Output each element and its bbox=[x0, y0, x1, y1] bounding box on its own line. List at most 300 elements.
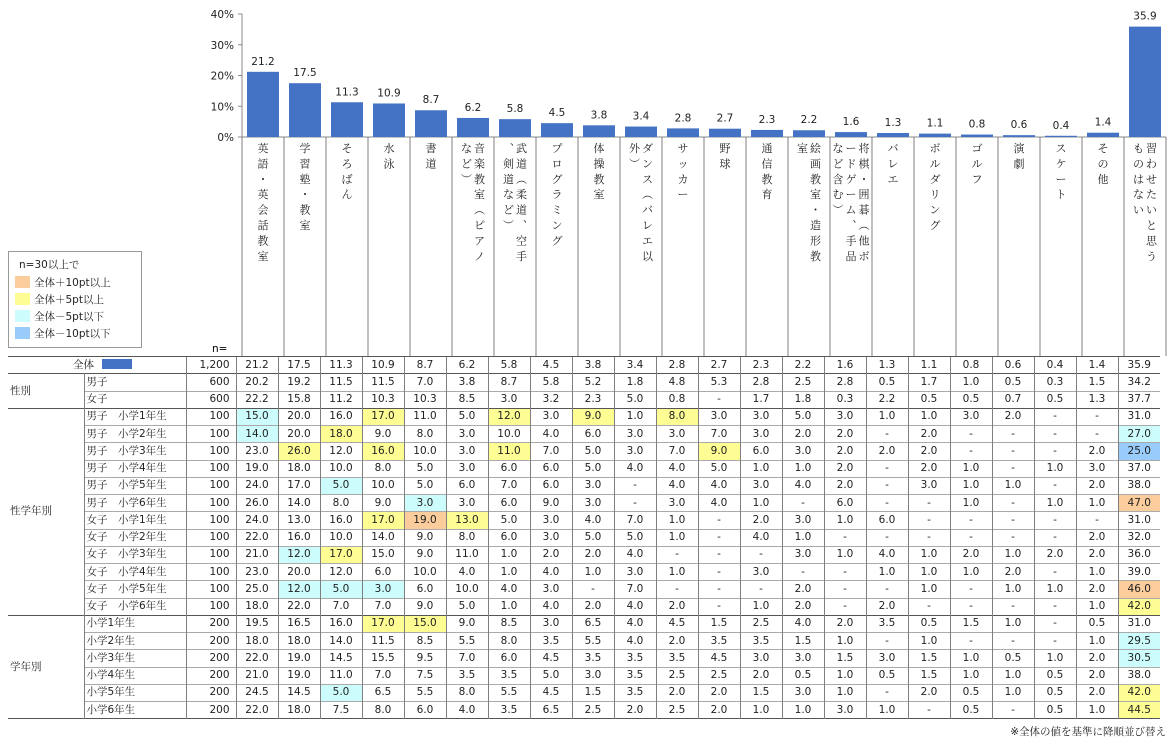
table-cell: - bbox=[950, 529, 992, 546]
table-cell: - bbox=[866, 581, 908, 598]
table-cell: 2.0 bbox=[1076, 581, 1118, 598]
table-cell: - bbox=[572, 581, 614, 598]
table-cell: 6.5 bbox=[362, 684, 404, 701]
table-cell: 3.0 bbox=[740, 408, 782, 425]
category-char: レ bbox=[887, 157, 899, 171]
table-cell: 3.0 bbox=[740, 426, 782, 443]
table-cell: 2.3 bbox=[740, 357, 782, 374]
category-char: ︵ bbox=[516, 172, 527, 186]
table-cell: 3.0 bbox=[782, 684, 824, 701]
bar-value-label: 17.5 bbox=[293, 67, 317, 80]
category-char: ー bbox=[677, 188, 689, 202]
table-cell: 23.0 bbox=[236, 443, 278, 460]
table-cell: 4.0 bbox=[656, 460, 698, 477]
table-cell: - bbox=[908, 512, 950, 529]
table-cell: 25.0 bbox=[1118, 443, 1160, 460]
table-cell: 12.0 bbox=[488, 408, 530, 425]
table-cell: 3.0 bbox=[740, 477, 782, 494]
table-cell: - bbox=[992, 443, 1034, 460]
legend-title: n=30以上で bbox=[19, 259, 80, 271]
table-cell: 10.0 bbox=[320, 529, 362, 546]
table-cell: 8.0 bbox=[362, 460, 404, 477]
y-tick-label: 20% bbox=[210, 70, 234, 83]
row-label: 女子 小学3年生 bbox=[84, 546, 186, 563]
category-char: サ bbox=[677, 142, 689, 155]
table-cell: 6.2 bbox=[446, 357, 488, 374]
table-cell: 2.0 bbox=[656, 598, 698, 615]
category-char: も bbox=[1133, 142, 1144, 155]
table-cell: 2.0 bbox=[824, 615, 866, 632]
table-cell: 2.0 bbox=[1076, 529, 1118, 546]
category-char: ボ bbox=[858, 249, 870, 263]
table-cell: 2.0 bbox=[782, 598, 824, 615]
table-cell: 9.0 bbox=[404, 598, 446, 615]
category-char: 習 bbox=[1146, 142, 1157, 155]
table-cell: 3.8 bbox=[446, 374, 488, 391]
category-char: 将 bbox=[858, 142, 870, 155]
table-cell: 14.0 bbox=[320, 633, 362, 650]
table-cell: 2.0 bbox=[656, 633, 698, 650]
table-cell: - bbox=[656, 546, 698, 563]
category-char: 教 bbox=[810, 172, 821, 186]
table-cell: 2.5 bbox=[740, 615, 782, 632]
table-cell: - bbox=[950, 633, 992, 650]
table-cell: 3.5 bbox=[614, 650, 656, 667]
table-cell: 3.0 bbox=[614, 443, 656, 460]
table-cell: 15.8 bbox=[278, 391, 320, 408]
category-char: ト bbox=[1055, 188, 1067, 202]
category-char: ︶ bbox=[832, 203, 844, 217]
table-bottom-line bbox=[8, 719, 1160, 720]
table-cell: 5.0 bbox=[320, 477, 362, 494]
table-cell: 4.5 bbox=[530, 650, 572, 667]
bar bbox=[667, 128, 699, 137]
category-label bbox=[642, 142, 654, 263]
category-char: 室 bbox=[474, 188, 485, 202]
category-char: 泳 bbox=[383, 157, 395, 171]
row-label: 男子 小学5年生 bbox=[84, 477, 186, 494]
table-cell: 6.0 bbox=[362, 564, 404, 581]
table-cell: 5.0 bbox=[614, 529, 656, 546]
table-cell: 2.5 bbox=[656, 667, 698, 684]
row-label: 女子 小学1年生 bbox=[84, 512, 186, 529]
bar bbox=[583, 125, 615, 137]
table-row bbox=[8, 408, 1160, 425]
category-char: ミ bbox=[551, 203, 563, 217]
category-label bbox=[594, 141, 605, 201]
row-label: 小学5年生 bbox=[84, 684, 186, 701]
table-cell: - bbox=[1034, 443, 1076, 460]
table-cell: 12.0 bbox=[320, 443, 362, 460]
table-cell: - bbox=[992, 529, 1034, 546]
row-label: 男子 小学4年生 bbox=[84, 460, 186, 477]
category-char: 室 bbox=[257, 249, 269, 263]
table-cell: 2.0 bbox=[866, 598, 908, 615]
category-char: 室 bbox=[797, 142, 808, 155]
table-cell: 2.7 bbox=[698, 357, 740, 374]
category-label bbox=[300, 142, 311, 232]
table-cell: 2.3 bbox=[572, 391, 614, 408]
category-char: ン bbox=[929, 203, 941, 217]
category-char: バ bbox=[887, 142, 899, 155]
category-char: 英 bbox=[257, 188, 269, 202]
table-cell: 5.0 bbox=[446, 598, 488, 615]
table-cell: - bbox=[698, 391, 740, 408]
table-cell: 44.5 bbox=[1118, 702, 1160, 719]
table-cell: 5.8 bbox=[488, 357, 530, 374]
table-cell: 1.0 bbox=[1034, 495, 1076, 512]
table-cell: 8.5 bbox=[446, 391, 488, 408]
group-label: 性別 bbox=[8, 374, 84, 409]
category-char: わ bbox=[1146, 157, 1157, 171]
table-cell: 3.5 bbox=[488, 667, 530, 684]
table-cell: - bbox=[698, 529, 740, 546]
table-cell: 2.0 bbox=[1076, 477, 1118, 494]
table-cell: - bbox=[908, 598, 950, 615]
category-label bbox=[426, 142, 437, 170]
table-row bbox=[8, 564, 1160, 581]
category-label bbox=[1098, 142, 1109, 186]
table-cell: 3.0 bbox=[446, 426, 488, 443]
bar-value-label: 8.7 bbox=[422, 94, 440, 107]
table-cell: - bbox=[740, 546, 782, 563]
category-char: 信 bbox=[761, 157, 773, 171]
table-cell: 1.0 bbox=[992, 581, 1034, 598]
category-char: は bbox=[1133, 172, 1144, 186]
table-cell: 12.0 bbox=[278, 581, 320, 598]
table-cell: 2.0 bbox=[908, 684, 950, 701]
table-cell: 2.0 bbox=[572, 598, 614, 615]
table-cell: 2.0 bbox=[950, 546, 992, 563]
table-cell: 0.5 bbox=[866, 374, 908, 391]
table-cell: 21.0 bbox=[236, 546, 278, 563]
table-cell: - bbox=[866, 495, 908, 512]
table-cell: 18.0 bbox=[278, 702, 320, 719]
table-cell: 3.0 bbox=[530, 408, 572, 425]
category-char: レ bbox=[642, 219, 653, 232]
bar-value-label: 2.7 bbox=[716, 112, 734, 125]
table-cell: - bbox=[614, 495, 656, 512]
table-cell: 1.0 bbox=[866, 408, 908, 425]
table-row bbox=[8, 615, 1160, 632]
table-cell: - bbox=[992, 495, 1034, 512]
table-cell: 0.5 bbox=[1076, 615, 1118, 632]
table-cell: - bbox=[908, 529, 950, 546]
row-label-text: 全体 bbox=[73, 358, 94, 371]
table-cell: 3.0 bbox=[446, 443, 488, 460]
category-label bbox=[474, 141, 485, 263]
table-cell: 1.0 bbox=[950, 650, 992, 667]
table-cell: 1.0 bbox=[866, 702, 908, 719]
table-cell: 2.0 bbox=[656, 684, 698, 701]
table-cell: 9.0 bbox=[446, 615, 488, 632]
table-cell: 14.0 bbox=[362, 529, 404, 546]
table-cell: 19.5 bbox=[236, 615, 278, 632]
category-label bbox=[503, 142, 514, 232]
table-cell: 1.0 bbox=[992, 615, 1034, 632]
y-tick-label: 40% bbox=[210, 9, 234, 21]
category-char: ル bbox=[929, 157, 941, 171]
bar bbox=[457, 118, 489, 137]
bar bbox=[1003, 135, 1035, 137]
category-char: 品 bbox=[845, 249, 857, 263]
table-cell: - bbox=[1076, 408, 1118, 425]
table-cell: 3.0 bbox=[740, 650, 782, 667]
category-char: 楽 bbox=[474, 157, 485, 171]
table-cell: - bbox=[866, 460, 908, 477]
category-char: ー bbox=[845, 142, 857, 155]
table-cell: 2.0 bbox=[824, 460, 866, 477]
table-cell: 16.5 bbox=[278, 615, 320, 632]
category-label bbox=[810, 141, 821, 263]
table-cell: 1.3 bbox=[1076, 391, 1118, 408]
n-cell: 100 bbox=[186, 426, 236, 443]
table-cell: - bbox=[1034, 633, 1076, 650]
category-char: 絵 bbox=[810, 142, 821, 155]
table-cell: 31.0 bbox=[1118, 512, 1160, 529]
table-cell: 16.0 bbox=[362, 443, 404, 460]
bar bbox=[625, 127, 657, 137]
bar bbox=[793, 130, 825, 137]
category-char: 室 bbox=[810, 188, 821, 202]
table-cell: 10.0 bbox=[320, 460, 362, 477]
category-label bbox=[1056, 142, 1067, 201]
table-cell: 1.0 bbox=[992, 477, 1034, 494]
category-char: 語 bbox=[257, 157, 269, 171]
table-cell: 7.0 bbox=[614, 512, 656, 529]
table-cell: 31.0 bbox=[1118, 615, 1160, 632]
table-cell: 2.0 bbox=[824, 426, 866, 443]
table-cell: - bbox=[992, 460, 1034, 477]
bar-value-label: 1.6 bbox=[842, 116, 860, 129]
table-cell: 0.4 bbox=[1034, 357, 1076, 374]
table-cell: 1.8 bbox=[614, 374, 656, 391]
table-cell: 1.0 bbox=[908, 408, 950, 425]
table-cell: 2.0 bbox=[1076, 546, 1118, 563]
bar-value-label: 21.2 bbox=[251, 55, 275, 68]
table-cell: 1.0 bbox=[824, 633, 866, 650]
table-cell: 15.5 bbox=[362, 650, 404, 667]
category-label bbox=[888, 142, 899, 186]
category-char: ︶ bbox=[503, 219, 514, 232]
category-char: ラ bbox=[551, 188, 563, 202]
table-cell: - bbox=[698, 546, 740, 563]
table-cell: 2.8 bbox=[740, 374, 782, 391]
category-label bbox=[797, 141, 808, 155]
category-label bbox=[342, 142, 353, 201]
table-cell: 1.5 bbox=[782, 633, 824, 650]
table-cell: 2.0 bbox=[992, 408, 1034, 425]
table-cell: 42.0 bbox=[1118, 598, 1160, 615]
table-cell: 7.0 bbox=[362, 598, 404, 615]
table-cell: 1.0 bbox=[572, 564, 614, 581]
table-bottom-border bbox=[8, 719, 1160, 720]
table-cell: - bbox=[824, 564, 866, 581]
table-cell: 5.8 bbox=[530, 374, 572, 391]
n-cell: 100 bbox=[186, 512, 236, 529]
category-label bbox=[1146, 142, 1158, 263]
category-char: プ bbox=[551, 142, 563, 155]
table-cell: 6.0 bbox=[446, 477, 488, 494]
group-label: 学年別 bbox=[8, 615, 84, 719]
table-cell: 38.0 bbox=[1118, 477, 1160, 494]
bar-value-label: 1.3 bbox=[884, 117, 902, 130]
table-cell: 3.0 bbox=[572, 477, 614, 494]
category-char: 劇 bbox=[1013, 157, 1025, 171]
table-cell: 11.5 bbox=[320, 374, 362, 391]
category-char: 画 bbox=[810, 157, 821, 171]
bar-value-label: 0.8 bbox=[968, 118, 986, 131]
category-label bbox=[384, 141, 395, 170]
table-cell: 8.0 bbox=[320, 495, 362, 512]
table-cell: 3.0 bbox=[782, 443, 824, 460]
category-char: 造 bbox=[810, 219, 821, 232]
table-cell: 1.0 bbox=[824, 512, 866, 529]
table-cell: 0.5 bbox=[782, 667, 824, 684]
table-cell: 11.2 bbox=[320, 391, 362, 408]
table-cell: 2.2 bbox=[866, 391, 908, 408]
table-cell: 20.0 bbox=[278, 408, 320, 425]
row-label: 男子 bbox=[84, 374, 186, 391]
category-char: 囲 bbox=[858, 188, 870, 202]
n-cell: 1,200 bbox=[186, 357, 236, 374]
table-cell: 2.0 bbox=[1076, 443, 1118, 460]
table-cell: 17.0 bbox=[320, 546, 362, 563]
table-cell: 15.0 bbox=[404, 615, 446, 632]
row-label: 小学4年生 bbox=[84, 667, 186, 684]
category-char: ・ bbox=[858, 172, 870, 186]
table-row bbox=[8, 650, 1160, 667]
table-cell: 34.2 bbox=[1118, 374, 1160, 391]
table-row bbox=[8, 667, 1160, 684]
table-cell: 36.0 bbox=[1118, 546, 1160, 563]
category-char: 外 bbox=[629, 142, 640, 155]
category-char: 英 bbox=[257, 142, 269, 155]
table-cell: 3.0 bbox=[530, 581, 572, 598]
table-cell: 0.5 bbox=[866, 667, 908, 684]
table-cell: 10.0 bbox=[362, 477, 404, 494]
table-cell: 0.8 bbox=[656, 391, 698, 408]
row-label: 男子 小学3年生 bbox=[84, 443, 186, 460]
table-cell: 3.0 bbox=[572, 495, 614, 512]
table-cell: 0.5 bbox=[950, 391, 992, 408]
table-cell: 25.0 bbox=[236, 581, 278, 598]
table-cell: 1.0 bbox=[824, 546, 866, 563]
table-cell: 1.5 bbox=[824, 650, 866, 667]
table-cell: 0.5 bbox=[992, 650, 1034, 667]
table-cell: - bbox=[1076, 426, 1118, 443]
table-cell: 2.0 bbox=[908, 426, 950, 443]
table-cell: 3.0 bbox=[740, 564, 782, 581]
table-cell: 3.0 bbox=[488, 391, 530, 408]
table-cell: 1.0 bbox=[488, 564, 530, 581]
table-cell: 4.0 bbox=[740, 529, 782, 546]
category-char: ・ bbox=[257, 172, 269, 186]
table-cell: 1.0 bbox=[656, 512, 698, 529]
table-cell: 5.0 bbox=[446, 408, 488, 425]
table-cell: - bbox=[1034, 564, 1076, 581]
table-cell: 3.0 bbox=[530, 615, 572, 632]
row-label: 女子 小学4年生 bbox=[84, 564, 186, 581]
category-label bbox=[552, 142, 563, 247]
table-cell: 1.7 bbox=[740, 391, 782, 408]
table-cell: - bbox=[824, 598, 866, 615]
legend-label: 全体－10pt以下 bbox=[34, 328, 111, 340]
table-cell: 20.0 bbox=[278, 564, 320, 581]
table-cell: 22.0 bbox=[236, 529, 278, 546]
category-char: 習 bbox=[299, 157, 311, 171]
table-cell: 8.5 bbox=[488, 615, 530, 632]
category-char: 道 bbox=[516, 203, 527, 217]
table-cell: 6.0 bbox=[488, 529, 530, 546]
table-cell: 46.0 bbox=[1118, 581, 1160, 598]
table-cell: 7.0 bbox=[362, 667, 404, 684]
table-cell: 1.0 bbox=[992, 546, 1034, 563]
bar bbox=[877, 133, 909, 137]
table-cell: 2.0 bbox=[908, 443, 950, 460]
table-cell: 1.0 bbox=[950, 460, 992, 477]
table-cell: 5.3 bbox=[698, 374, 740, 391]
table-cell: 2.0 bbox=[1034, 546, 1076, 563]
category-char: リ bbox=[929, 188, 941, 202]
table-cell: 3.0 bbox=[614, 426, 656, 443]
category-char: ︶ bbox=[629, 157, 640, 171]
table-cell: 10.0 bbox=[446, 581, 488, 598]
table-cell: 11.0 bbox=[488, 443, 530, 460]
table-cell: 3.0 bbox=[1076, 460, 1118, 477]
table-row-total bbox=[8, 357, 1160, 374]
table-cell: 5.0 bbox=[404, 460, 446, 477]
table-cell: 3.0 bbox=[824, 702, 866, 719]
table-cell: 11.0 bbox=[446, 546, 488, 563]
bar bbox=[289, 83, 321, 137]
category-char: ど bbox=[503, 203, 514, 217]
category-char: の bbox=[1097, 157, 1109, 171]
category-char: 体 bbox=[593, 142, 605, 155]
table-row bbox=[8, 460, 1160, 477]
table-cell: 17.0 bbox=[362, 512, 404, 529]
table-cell: 1.5 bbox=[908, 650, 950, 667]
category-char: ︵ bbox=[474, 203, 485, 217]
bar-value-label: 2.2 bbox=[800, 114, 818, 127]
table-row bbox=[8, 684, 1160, 701]
table-cell: 42.0 bbox=[1118, 684, 1160, 701]
sort-note: ※全体の値を基準に降順並び替え bbox=[1010, 726, 1166, 738]
table-cell: 18.0 bbox=[278, 460, 320, 477]
row-label: 女子 小学6年生 bbox=[84, 598, 186, 615]
table-cell: 5.5 bbox=[488, 684, 530, 701]
n-cell: 100 bbox=[186, 495, 236, 512]
table-cell: - bbox=[908, 702, 950, 719]
category-char: ︑ bbox=[845, 219, 857, 232]
table-cell: 0.5 bbox=[1034, 667, 1076, 684]
table-cell: 1.0 bbox=[656, 529, 698, 546]
table-cell: 2.0 bbox=[530, 546, 572, 563]
n-cell: 100 bbox=[186, 546, 236, 563]
category-char: ば bbox=[341, 172, 353, 186]
category-char: グ bbox=[929, 219, 941, 232]
table-cell: 8.5 bbox=[404, 633, 446, 650]
table-cell: 1.0 bbox=[992, 684, 1034, 701]
table-cell: 7.0 bbox=[488, 477, 530, 494]
category-char: せ bbox=[1146, 172, 1157, 186]
table-cell: 22.2 bbox=[236, 391, 278, 408]
table-cell: 11.0 bbox=[320, 667, 362, 684]
table-cell: 5.0 bbox=[404, 477, 446, 494]
total-bar-marker bbox=[102, 359, 132, 369]
legend-swatch-yellow bbox=[15, 293, 30, 305]
table-cell: 1.0 bbox=[1076, 702, 1118, 719]
